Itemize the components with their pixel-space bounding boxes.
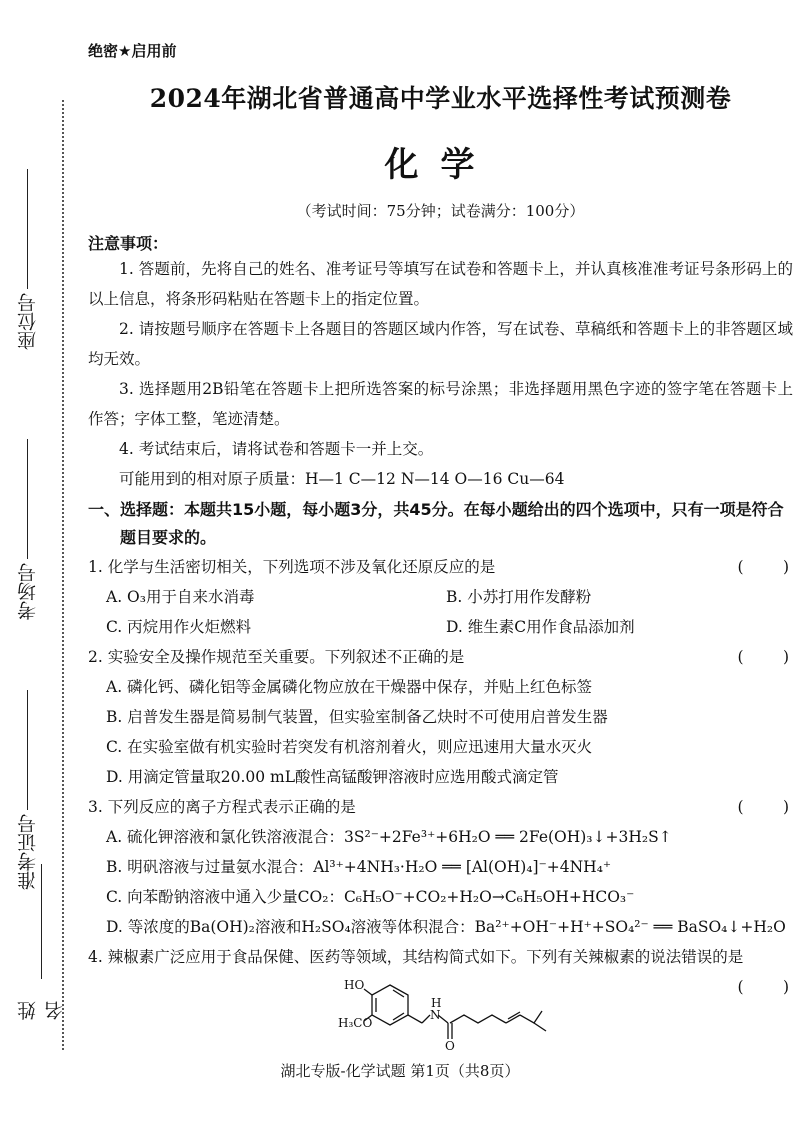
question-1-stem: 1. 化学与生活密切相关，下列选项不涉及氧化还原反应的是 bbox=[88, 558, 496, 576]
notice-item: 3. 选择题用2B铅笔在答题卡上把所选答案的标号涂黑；非选择题用黑色字迹的签字笔在答题卡上作答；字体工整，笔迹清楚。 bbox=[88, 380, 793, 428]
amide-h-label: H bbox=[431, 996, 442, 1010]
answer-bracket: ( ) bbox=[737, 978, 789, 996]
name-field bbox=[14, 860, 68, 1020]
notice-item: 2. 请按题号顺序在答题卡上各题目的答题区域内作答，写在试卷、草稿纸和答题卡上的非答题区域均无效。 bbox=[88, 320, 793, 368]
page-footer: 湖北专版-化学试题 第1页（共8页） bbox=[280, 1062, 520, 1080]
option-d: D. 维生素C用作食品添加剂 bbox=[446, 618, 635, 636]
exam-page bbox=[88, 40, 793, 1002]
name-line bbox=[40, 864, 42, 979]
question-2 bbox=[88, 642, 793, 672]
option-c: C. 向苯酚钠溶液中通入少量CO₂：C₆H₅O⁻+CO₂+H₂O→C₆H₅OH+HCO₃⁻ bbox=[106, 888, 635, 906]
exam-room-field bbox=[14, 420, 41, 620]
name-label: 姓名 bbox=[17, 1001, 66, 1020]
question-2-stem: 2. 实验安全及操作规范至关重要。下列叙述不正确的是 bbox=[88, 648, 465, 666]
seat-number-field bbox=[14, 120, 41, 350]
question-1-options-row bbox=[88, 582, 793, 612]
notice-heading: 注意事项： bbox=[88, 234, 169, 253]
option-b: B. 启普发生器是简易制气装置，但实验室制备乙炔时不可使用启普发生器 bbox=[106, 708, 608, 726]
admission-number-field bbox=[14, 660, 41, 890]
option-b: B. 明矾溶液与过量氨水混合：Al³⁺+4NH₃·H₂O ══ [Al(OH)₄]⁻+4NH₄⁺ bbox=[106, 858, 612, 876]
hydroxyl-label: HO bbox=[344, 978, 365, 992]
nitrogen-label: N bbox=[430, 1008, 441, 1022]
binding-dotted-line bbox=[62, 100, 64, 1050]
capsaicin-structure bbox=[330, 975, 570, 1050]
option-a: A. O₃用于自来水消毒 bbox=[106, 588, 255, 606]
option-a: A. 硫化钾溶液和氯化铁溶液混合：3S²⁻+2Fe³⁺+6H₂O ══ 2Fe(OH)₃↓+3H₂S↑ bbox=[106, 828, 672, 846]
option-a: A. 磷化钙、磷化铝等金属磷化物应放在干燥器中保存，并贴上红色标签 bbox=[106, 678, 593, 696]
subject-title: 化学 bbox=[384, 145, 497, 185]
option-d: D. 用滴定管量取20.00 mL酸性高锰酸钾溶液时应选用酸式滴定管 bbox=[106, 768, 559, 786]
seat-number-line bbox=[27, 169, 29, 289]
option-b: B. 小苏打用作发酵粉 bbox=[446, 588, 592, 606]
answer-bracket: ( ) bbox=[737, 558, 789, 576]
option-d: D. 等浓度的Ba(OH)₂溶液和H₂SO₄溶液等体积混合：Ba²⁺+OH⁻+H⁺+SO₄²⁻ ══ BaSO₄↓+H₂O bbox=[106, 918, 786, 936]
exam-time-info: （考试时间：75分钟；试卷满分：100分） bbox=[296, 202, 585, 220]
question-4-stem: 4. 辣椒素广泛应用于食品保健、医药等领域，其结构简式如下。下列有关辣椒素的说法错误的是 bbox=[88, 948, 744, 966]
admission-number-label: 准考证号 bbox=[17, 814, 39, 890]
seat-number-label: 座位号 bbox=[17, 293, 39, 350]
atomic-masses: 可能用到的相对原子质量：H—1 C—12 N—14 O—16 Cu—64 bbox=[119, 470, 565, 488]
section-heading: 一、选择题：本题共15小题，每小题3分，共45分。在每小题给出的四个选项中，只有一项是符合题目要求的。 bbox=[88, 500, 784, 547]
question-3-stem: 3. 下列反应的离子方程式表示正确的是 bbox=[88, 798, 356, 816]
exam-room-line bbox=[27, 439, 29, 559]
notice-item: 1. 答题前，先将自己的姓名、准考证号等填写在试卷和答题卡上，并认真核准准考证号条形码上的以上信息，将条形码粘贴在答题卡上的指定位置。 bbox=[88, 260, 793, 308]
exam-room-label: 考场号 bbox=[17, 563, 39, 620]
answer-bracket: ( ) bbox=[737, 798, 789, 816]
question-4 bbox=[88, 942, 793, 972]
option-c: C. 丙烷用作火炬燃料 bbox=[106, 618, 252, 636]
question-1-options-row bbox=[88, 612, 793, 642]
option-c: C. 在实验室做有机实验时若突发有机溶剂着火，则应迅速用大量水灭火 bbox=[106, 738, 593, 756]
methoxy-label: H₃CO bbox=[338, 1016, 373, 1030]
admission-number-line bbox=[27, 690, 29, 810]
notice-item: 4. 考试结束后，请将试卷和答题卡一并上交。 bbox=[119, 440, 434, 458]
exam-title: 2024年湖北省普通高中学业水平选择性考试预测卷 bbox=[149, 84, 732, 113]
question-1 bbox=[88, 552, 793, 582]
question-3 bbox=[88, 792, 793, 822]
carbonyl-oxygen-label: O bbox=[445, 1039, 455, 1050]
confidential-mark: 绝密★启用前 bbox=[88, 42, 177, 60]
answer-bracket: ( ) bbox=[737, 648, 789, 666]
